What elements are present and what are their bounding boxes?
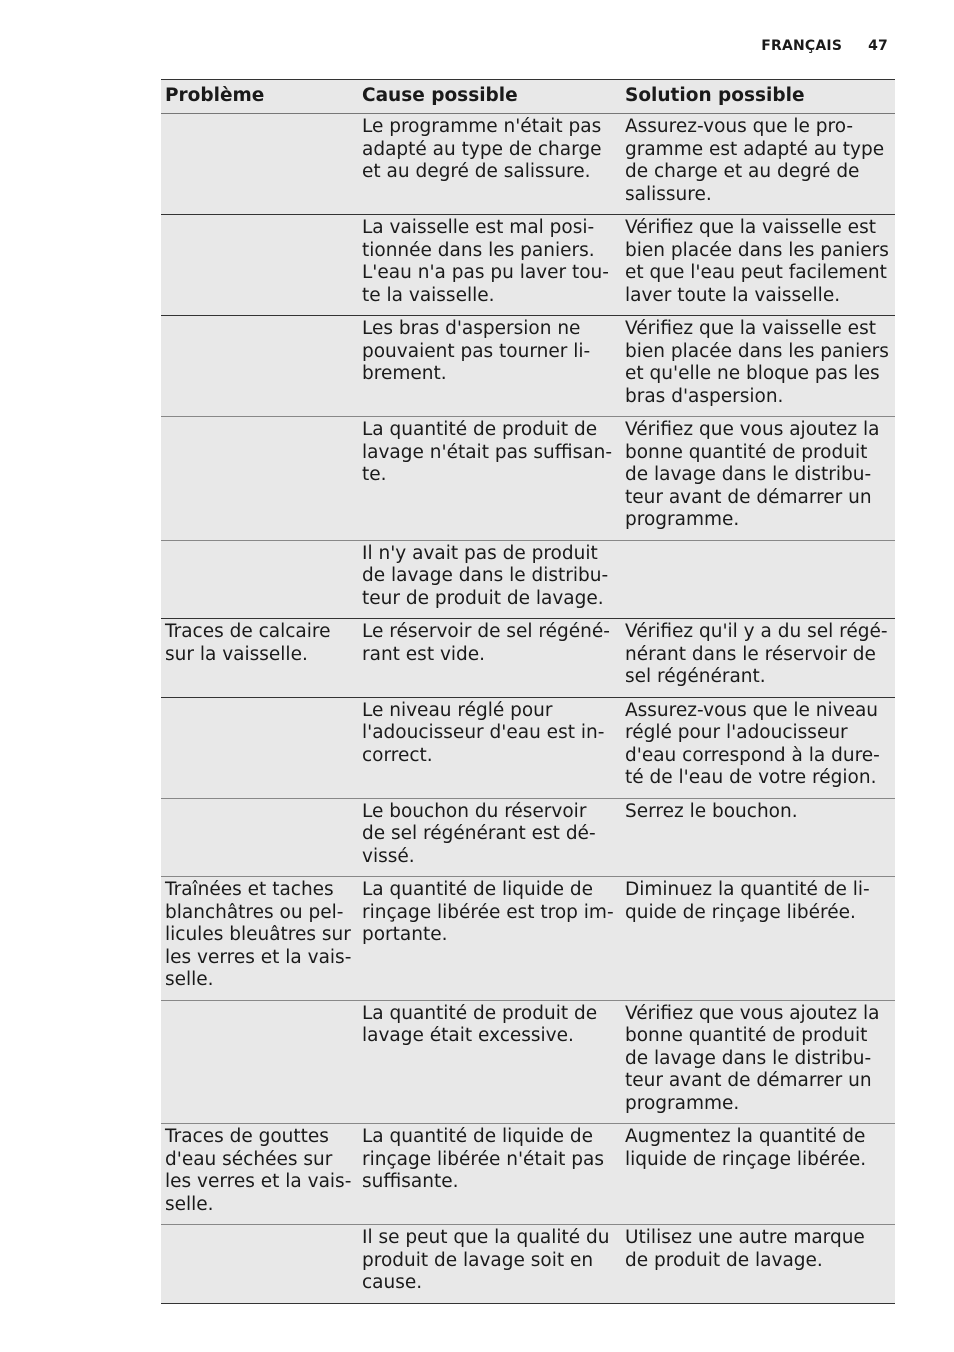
page-number: 47 — [868, 38, 888, 54]
problem-cell — [161, 114, 358, 215]
cause-cell: La quantité de produit de lavage n'était pas suffisan- te. — [358, 417, 621, 541]
table-header-row — [161, 80, 895, 114]
table-row — [161, 697, 895, 798]
table-row — [161, 1225, 895, 1304]
cause-cell: Il se peut que la qualité du produit de lavage soit en cause. — [358, 1225, 621, 1304]
solution-cell: Assurez-vous que le niveau réglé pour l'adoucisseur d'eau correspond à la dure- té de l'eau de votre région. — [621, 697, 895, 798]
solution-cell: Vérifiez que la vaisselle est bien placée dans les paniers et qu'elle ne bloque pas les bras d'aspersion. — [621, 316, 895, 417]
problem-cell — [161, 540, 358, 619]
page-header — [761, 38, 888, 54]
table-row — [161, 1124, 895, 1225]
cause-cell: La quantité de liquide de rinçage libérée n'était pas suffisante. — [358, 1124, 621, 1225]
solution-cell: Utilisez une autre marque de produit de lavage. — [621, 1225, 895, 1304]
problem-cell: Traces de calcaire sur la vaisselle. — [161, 619, 358, 698]
troubleshooting-table — [161, 79, 895, 1304]
solution-cell: Vérifiez que la vaisselle est bien placée dans les paniers et que l'eau peut facilement laver toute la vaisselle. — [621, 215, 895, 316]
cause-cell: La quantité de produit de lavage était excessive. — [358, 1000, 621, 1124]
cause-cell: Le bouchon du réservoir de sel régénérant est dé- vissé. — [358, 798, 621, 877]
problem-cell — [161, 316, 358, 417]
problem-cell — [161, 215, 358, 316]
problem-cell — [161, 417, 358, 541]
column-header-problem: Problème — [161, 80, 358, 114]
column-header-cause: Cause possible — [358, 80, 621, 114]
solution-cell: Vérifiez que vous ajoutez la bonne quantité de produit de lavage dans le distribu- teur avant de démarrer un programme. — [621, 1000, 895, 1124]
cause-cell: Le niveau réglé pour l'adoucisseur d'eau est in- correct. — [358, 697, 621, 798]
problem-cell: Traînées et taches blanchâtres ou pel- licules bleuâtres sur les verres et la vais- selle. — [161, 877, 358, 1001]
language-label: FRANÇAIS — [761, 38, 843, 54]
table-row — [161, 877, 895, 1001]
solution-cell: Vérifiez qu'il y a du sel régé- nérant dans le réservoir de sel régénérant. — [621, 619, 895, 698]
cause-cell: Le programme n'était pas adapté au type de charge et au degré de salissure. — [358, 114, 621, 215]
problem-cell: Traces de gouttes d'eau séchées sur les verres et la vais- selle. — [161, 1124, 358, 1225]
problem-cell — [161, 697, 358, 798]
solution-cell: Diminuez la quantité de li- quide de rinçage libérée. — [621, 877, 895, 1001]
table-row — [161, 1000, 895, 1124]
table-row — [161, 316, 895, 417]
table-row — [161, 417, 895, 541]
cause-cell: La quantité de liquide de rinçage libérée est trop im- portante. — [358, 877, 621, 1001]
table-row — [161, 619, 895, 698]
table-row — [161, 215, 895, 316]
solution-cell — [621, 540, 895, 619]
cause-cell: La vaisselle est mal posi- tionnée dans les paniers. L'eau n'a pas pu laver tou- te la vaisselle. — [358, 215, 621, 316]
problem-cell — [161, 1000, 358, 1124]
problem-cell — [161, 798, 358, 877]
column-header-solution: Solution possible — [621, 80, 895, 114]
solution-cell: Vérifiez que vous ajoutez la bonne quantité de produit de lavage dans le distribu- teur avant de démarrer un programme. — [621, 417, 895, 541]
problem-cell — [161, 1225, 358, 1304]
cause-cell: Le réservoir de sel régéné- rant est vide. — [358, 619, 621, 698]
solution-cell: Augmentez la quantité de liquide de rinçage libérée. — [621, 1124, 895, 1225]
cause-cell: Il n'y avait pas de produit de lavage dans le distribu- teur de produit de lavage. — [358, 540, 621, 619]
table-row — [161, 540, 895, 619]
table-row — [161, 798, 895, 877]
solution-cell: Assurez-vous que le pro- gramme est adapté au type de charge et au degré de salissure. — [621, 114, 895, 215]
table-row — [161, 114, 895, 215]
solution-cell: Serrez le bouchon. — [621, 798, 895, 877]
cause-cell: Les bras d'aspersion ne pouvaient pas tourner li- brement. — [358, 316, 621, 417]
